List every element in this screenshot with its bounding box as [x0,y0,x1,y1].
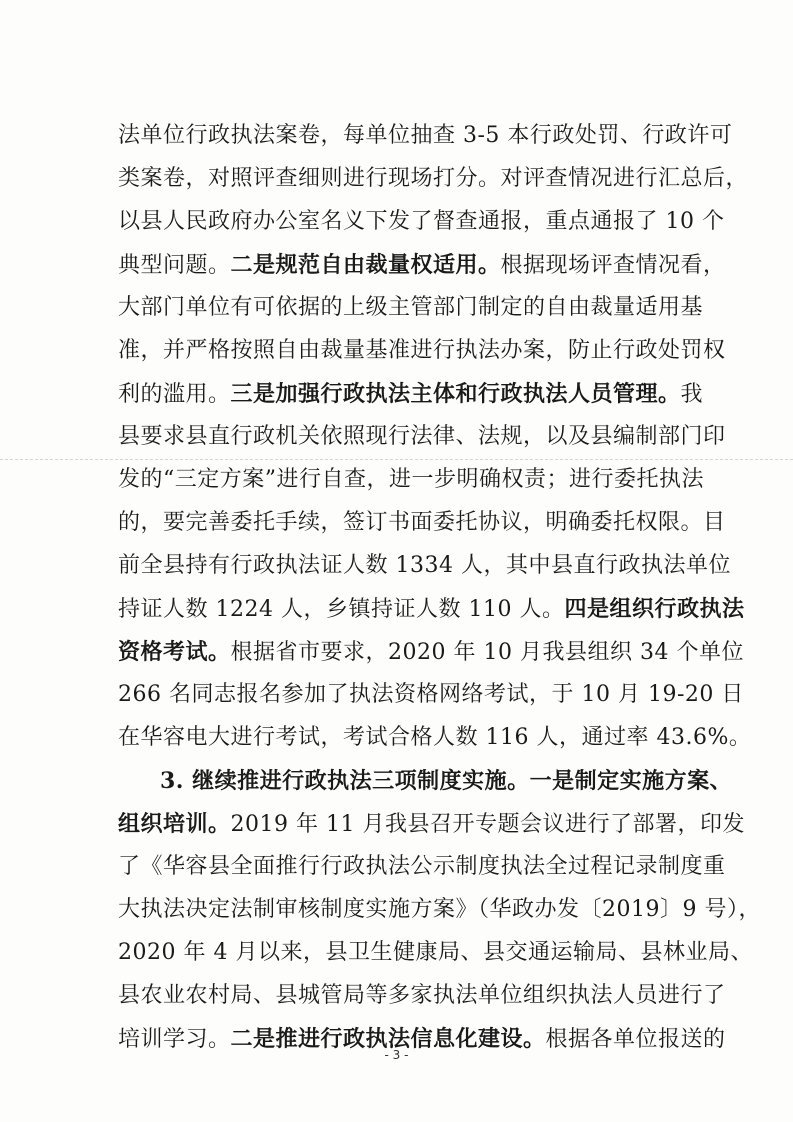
text-line: 培训学习。二是推进行政执法信息化建设。根据各单位报送的 [118,1026,726,1052]
text-line: 大执法决定法制审核制度实施方案》（华政办发〔2019〕9 号）， [118,897,761,922]
bold-heading: 3. 继续推进行政执法三项制度实施。一是制定实施方案、 [160,768,733,794]
text-line: 县要求县直行政机关依照现行法律、法规，以及县编制部门印 [118,424,726,449]
text-line: 2020 年 4 月以来，县卫生健康局、县交通运输局、县林业局、 [118,940,753,965]
text-line: 266 名同志报名参加了执法资格网络考试，于 10 月 19-20 日 [118,682,744,707]
text-line: 县农业农村局、县城管局等多家执法单位组织执法人员进行了 [118,983,726,1008]
text-line: 法单位行政执法案卷，每单位抽查 3-5 本行政处罚、行政许可 [118,123,733,148]
text-line: 准，并严格按照自由裁量基准进行执法办案，防止行政处罚权 [118,338,726,363]
bold-heading: 二是推进行政执法信息化建设。 [230,1026,546,1052]
bold-heading: 四是组织行政执法 [564,596,745,622]
page-number: - 3 - [384,1048,409,1062]
text-line: 的，要完善委托手续，签订书面委托协议，明确委托权限。目 [118,510,726,535]
text-line: 持证人数 1224 人，乡镇持证人数 110 人。四是组织行政执法 [118,596,745,622]
text-line: 典型问题。二是规范自由裁量权适用。根据现场评查情况看， [118,252,726,278]
text-line: 资格考试。根据省市要求，2020 年 10 月我县组织 34 个单位 [118,639,744,665]
bold-heading: 组织培训。 [118,811,231,837]
text-line: 利的滥用。三是加强行政执法主体和行政执法人员管理。我 [118,381,704,407]
section-heading [160,766,733,798]
text-line: 以县人民政府办公室名义下发了督查通报，重点通报了 10 个 [118,209,725,234]
bold-heading: 资格考试。 [118,639,231,665]
scan-artifact-line [0,459,793,460]
text-line: 发的“三定方案”进行自查，进一步明确权责；进行委托执法 [118,467,704,492]
text-line: 大部门单位有可依据的上级主管部门制定的自由裁量适用基 [118,295,704,320]
text-line: 类案卷，对照评查细则进行现场打分。对评查情况进行汇总后， [118,166,749,191]
bold-heading: 三是加强行政执法主体和行政执法人员管理。 [230,381,681,407]
text-line: 前全县持有行政执法证人数 1334 人，其中县直行政执法单位 [118,553,731,578]
bold-heading: 二是规范自由裁量权适用。 [230,252,501,278]
text-line: 在华容电大进行考试，考试合格人数 116 人，通过率 43.6%。 [118,725,752,750]
text-line: 了《华容县全面推行行政执法公示制度执法全过程记录制度重 [118,854,726,879]
text-line: 组织培训。2019 年 11 月我县召开专题会议进行了部署，印发 [118,811,745,837]
